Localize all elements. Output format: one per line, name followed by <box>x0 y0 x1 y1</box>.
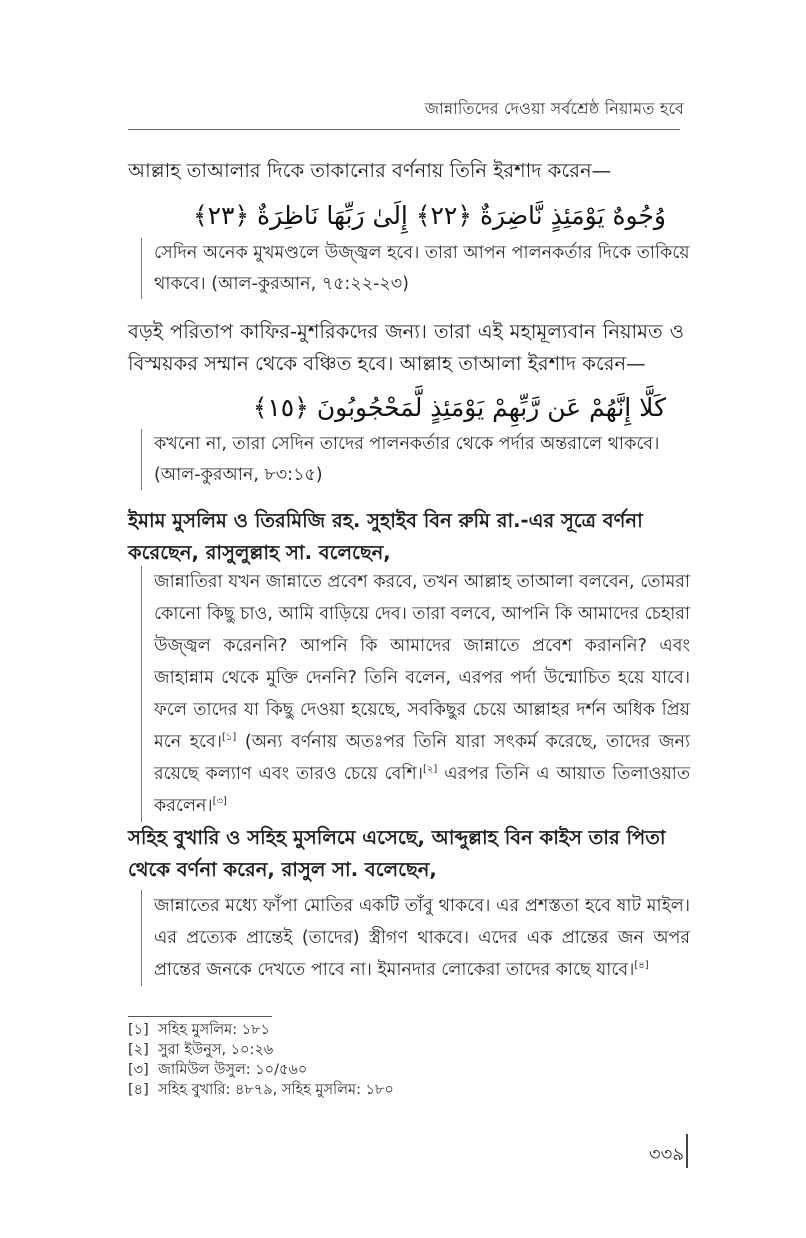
section-2-arabic-verse: كَلَّا إِنَّهُمْ عَن رَّبِّهِمْ يَوْمَئِذٍ لَّمَحْجُوبُونَ ﴿١٥﴾ <box>252 393 666 422</box>
footnote-item <box>128 1080 394 1100</box>
header-rule <box>128 129 680 130</box>
footnotes <box>128 1020 394 1100</box>
footnote-ref-2[interactable]: [২] <box>423 764 438 776</box>
section-4-hadith-quote <box>141 890 690 986</box>
footnote-text: জামিউল উসুল: ১০/৫৬০ <box>158 1062 308 1078</box>
footnote-text: সহিহ বুখারি: ৪৮৭৯, সহিহ মুসলিম: ১৮০ <box>158 1082 394 1098</box>
footnote-ref-4[interactable]: [৪] <box>634 960 649 972</box>
footnote-text: সহিহ মুসলিম: ১৮১ <box>158 1022 270 1038</box>
footnote-number: [২] <box>128 1042 149 1058</box>
footnote-ref-1[interactable]: [১] <box>222 732 237 744</box>
section-1-arabic-verse: وُجُوهٌ يَوْمَئِذٍ نَّاضِرَةٌ ﴿٢٢﴾ إِلَىٰ رَبِّهَا نَاظِرَةٌ ﴿٢٣﴾ <box>192 201 666 230</box>
footnote-item <box>128 1040 394 1060</box>
section-2-intro: বড়ই পরিতাপ কাফির-মুশরিকদের জন্য। তারা এই মহামূল্যবান নিয়ামত ও বিস্ময়কর সম্মান থেকে বঞ্চিত হবে। আল্লাহ তাআলা ইরশাদ করেন— <box>128 320 684 375</box>
footnote-number: [১] <box>128 1022 149 1038</box>
footnote-number: [৪] <box>128 1082 149 1098</box>
section-3-intro: ইমাম মুসলিম ও তিরমিজি রহ. সুহাইব বিন রুমি রা.-এর সূত্রে বর্ণনা করেছেন, রাসুলুল্লাহ সা. বলেছেন, <box>128 509 643 564</box>
section-2-translation: কখনো না, তারা সেদিন তাদের পালনকর্তার থেকে পর্দার অন্তরালে থাকবে। (আল-কুরআন, ৮৩:১৫) <box>141 429 690 490</box>
section-1-intro: আল্লাহ তাআলার দিকে তাকানোর বর্ণনায় তিনি ইরশাদ করেন— <box>128 159 612 182</box>
footnote-number: [৩] <box>128 1062 149 1078</box>
hadith-text-part2: (অন্য বর্ণনায় অতঃপর তিনি যারা সৎকর্ম করেছে, তাদের জন্য রয়েছে কল্যাণ এবং তারও চেয়ে বেশি। <box>154 732 691 784</box>
page-number: ৩৩৯ <box>648 1144 684 1165</box>
hadith-text: জান্নাতের মধ্যে ফাঁপা মোতির একটি তাঁবু থাকবে। এর প্রশস্ততা হবে ষাট মাইল। এর প্রত্যেক প্রান্তেই (তাদের) স্ত্রীগণ থাকবে। এদের এক প্রান্তের জন অপর প্রান্তের জনকে দেখতে পাবে না। ইমানদার লোকেরা তাদের কাছে যাবে। <box>154 896 690 980</box>
page-number-bar <box>686 1134 688 1168</box>
footnote-rule <box>128 1016 272 1017</box>
section-1-translation: সেদিন অনেক মুখমণ্ডলে উজ্জ্বল হবে। তারা আপন পালনকর্তার দিকে তাকিয়ে থাকবে। (আল-কুরআন, ৭৫:২২-২৩) <box>141 238 690 299</box>
section-4-intro: সহিহ বুখারি ও সহিহ মুসলিমে এসেছে, আব্দুল্লাহ বিন কাইস তার পিতা থেকে বর্ণনা করেন, রাসুল সা. বলেছেন, <box>128 826 666 881</box>
footnote-item <box>128 1060 394 1080</box>
hadith-text-part1: জান্নাতিরা যখন জান্নাতে প্রবেশ করবে, তখন আল্লাহ তাআলা বলবেন, তোমরা কোনো কিছু চাও, আমি বাড়িয়ে দেব। তারা বলবে, আপনি কি আমাদের চেহারা উজ্জ্বল করেননি? আপনি কি আমাদের জান্নাতে প্রবেশ করাননি? এবং জাহান্নাম থেকে মুক্তি দেননি? তিনি বলেন, এরপর পর্দা উন্মোচিত হয়ে যাবে। ফলে তাদের যা কিছু দেওয়া হয়েছে, সবকিছুর চেয়ে আল্লাহর দর্শন অধিক প্রিয় মনে হবে। <box>154 572 690 752</box>
footnote-text: সুরা ইউনুস, ১০:২৬ <box>158 1042 274 1058</box>
hadith-text-part3: এরপর তিনি এ আয়াত তিলাওয়াত করলেন। <box>154 764 690 816</box>
footnote-item <box>128 1020 394 1040</box>
section-3-hadith-quote <box>141 566 690 822</box>
footnote-ref-3[interactable]: [৩] <box>212 796 227 808</box>
running-header: জান্নাতিদের দেওয়া সর্বশ্রেষ্ঠ নিয়ামত হবে <box>424 99 684 118</box>
